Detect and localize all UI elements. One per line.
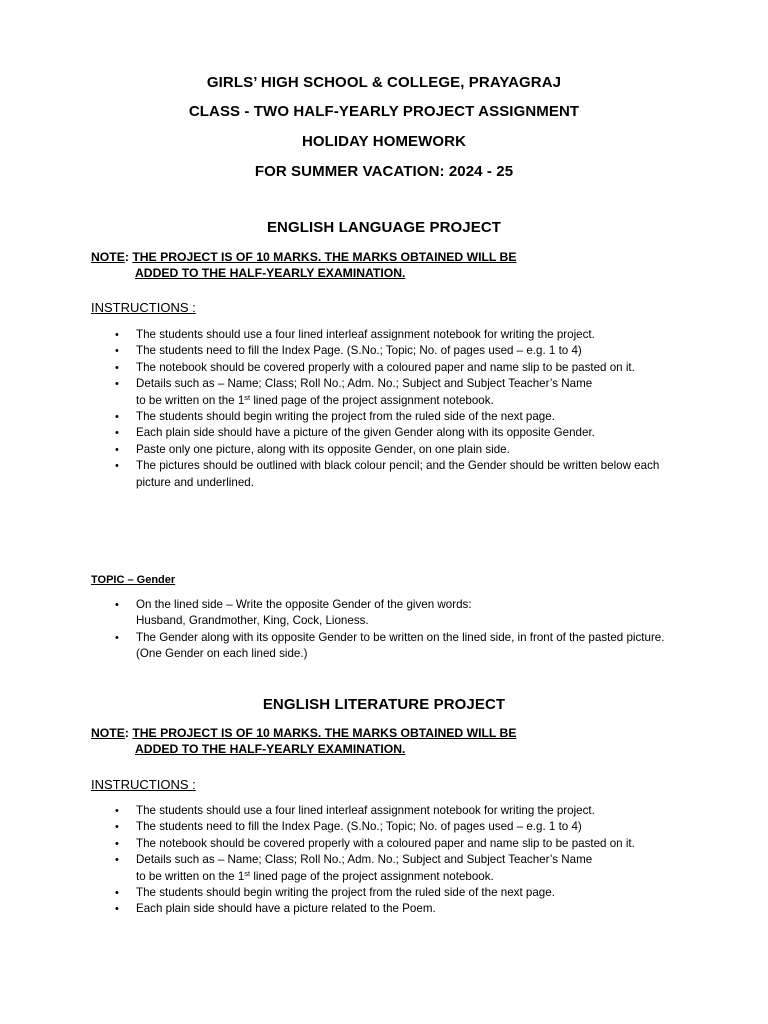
instructions-colon: :	[192, 300, 196, 315]
bullet-icon: •	[115, 361, 119, 374]
topic-label	[91, 573, 175, 587]
list-item	[115, 360, 675, 376]
bullet-icon: •	[115, 821, 119, 834]
bullet-icon: •	[115, 427, 119, 440]
list-item-text: The Gender along with its opposite Gender to be written on the lined side, in front of the pasted picture. (One Gender on each lined side.)	[136, 630, 665, 661]
list-item	[115, 442, 675, 458]
bullet-icon: •	[115, 837, 119, 850]
list-item	[115, 458, 675, 491]
list-item-text: Paste only one picture, along with its opposite Gender, on one plain side.	[136, 442, 510, 456]
vacation-line: FOR SUMMER VACATION: 2024 - 25	[254, 163, 514, 180]
list-item-text: The students should use a four lined interleaf assignment notebook for writing the project.	[136, 328, 595, 341]
list-item	[115, 409, 675, 425]
list-item-text: The students should use a four lined interleaf assignment notebook for writing the project.	[136, 804, 595, 817]
bullet-icon: •	[115, 599, 119, 611]
list-item	[115, 425, 675, 441]
list-item-text-cont: to be written on the 1	[136, 393, 245, 407]
list-item-text: The students need to fill the Index Page. (S.No.; Topic; No. of pages used – e.g. 1 to 4)	[136, 344, 582, 358]
language-instructions-label	[91, 300, 196, 316]
literature-project-title: ENGLISH LITERATURE PROJECT	[262, 696, 506, 713]
list-item-text: Details such as – Name; Class; Roll No.; Adm. No.; Subject and Subject Teacher’s Name	[136, 853, 593, 867]
list-item-text-cont: lined page of the project assignment notebook.	[250, 393, 494, 407]
list-item-text: The notebook should be covered properly with a coloured paper and name slip to be pasted on it.	[136, 360, 635, 374]
bullet-icon: •	[115, 854, 119, 867]
note-line-1: THE PROJECT IS OF 10 MARKS. THE MARKS OBTAINED WILL BE	[132, 726, 517, 740]
language-project-title: ENGLISH LANGUAGE PROJECT	[266, 219, 502, 236]
list-item	[115, 327, 675, 343]
list-item-text: The pictures should be outlined with black colour pencil; and the Gender should be written below each picture and underlined.	[136, 459, 660, 489]
superscript: st	[244, 868, 251, 878]
bullet-icon: •	[115, 631, 119, 644]
list-item-text: The students need to fill the Index Page. (S.No.; Topic; No. of pages used – e.g. 1 to 4)	[136, 820, 582, 834]
list-item	[115, 803, 675, 819]
note-line-2: ADDED TO THE HALF-YEARLY EXAMINATION.	[135, 266, 406, 280]
bullet-icon: •	[115, 378, 119, 391]
instructions-colon: :	[192, 777, 196, 792]
superscript: st	[244, 392, 251, 402]
bullet-icon: •	[115, 460, 119, 473]
language-note	[91, 249, 711, 281]
bullet-icon: •	[115, 329, 119, 341]
instructions-text: INSTRUCTIONS	[91, 777, 193, 792]
list-item	[115, 901, 675, 917]
bullet-icon: •	[115, 887, 119, 900]
list-item	[115, 836, 675, 852]
bullet-icon: •	[115, 443, 119, 456]
bullet-icon: •	[115, 411, 119, 424]
note-colon: :	[124, 726, 129, 740]
list-item-text-cont: lined page of the project assignment notebook.	[250, 869, 494, 883]
instructions-text: INSTRUCTIONS	[91, 300, 193, 315]
homework-title: HOLIDAY HOMEWORK	[301, 133, 467, 150]
list-item-text: Details such as – Name; Class; Roll No.; Adm. No.; Subject and Subject Teacher’s Name	[136, 377, 593, 391]
list-item-text: The notebook should be covered properly with a coloured paper and name slip to be pasted on it.	[136, 836, 635, 850]
literature-note	[91, 725, 711, 757]
literature-instructions-label	[91, 777, 196, 793]
list-item-text-cont: to be written on the 1	[136, 869, 245, 883]
class-line: CLASS - TWO HALF-YEARLY PROJECT ASSIGNMENT	[188, 103, 580, 120]
list-item-text: The students should begin writing the project from the ruled side of the next page.	[136, 410, 555, 424]
list-item	[115, 597, 675, 630]
list-item	[115, 343, 675, 359]
topic-list	[115, 597, 675, 663]
list-item	[115, 852, 675, 885]
literature-instructions-list	[115, 803, 675, 918]
note-line-2: ADDED TO THE HALF-YEARLY EXAMINATION.	[135, 742, 406, 756]
list-item-text: On the lined side – Write the opposite Gender of the given words:	[136, 598, 472, 611]
school-name: GIRLS’ HIGH SCHOOL & COLLEGE, PRAYAGRAJ	[206, 74, 562, 91]
language-instructions-list	[115, 327, 675, 491]
bullet-icon: •	[115, 903, 119, 916]
list-item	[115, 630, 675, 663]
note-label: NOTE	[91, 726, 125, 740]
list-item	[115, 376, 675, 409]
topic-words: Husband, Grandmother, King, Cock, Lioness.	[136, 614, 369, 628]
list-item-text: The students should begin writing the project from the ruled side of the next page.	[136, 886, 555, 900]
list-item	[115, 885, 675, 901]
list-item	[115, 819, 675, 835]
bullet-icon: •	[115, 805, 119, 817]
list-item-text: Each plain side should have a picture of the given Gender along with its opposite Gender.	[136, 426, 595, 440]
topic-label-text: TOPIC – Gender	[91, 574, 176, 586]
note-label: NOTE	[91, 250, 125, 264]
list-item-text: Each plain side should have a picture related to the Poem.	[136, 902, 436, 916]
bullet-icon: •	[115, 345, 119, 358]
note-line-1: THE PROJECT IS OF 10 MARKS. THE MARKS OBTAINED WILL BE	[132, 250, 517, 264]
note-colon: :	[124, 250, 129, 264]
